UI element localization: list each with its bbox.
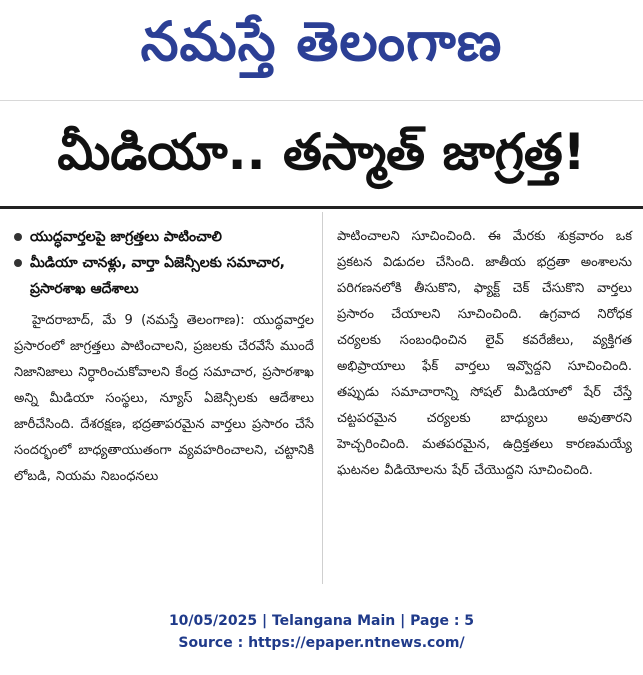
- article-body-right: పాటించాలని సూచించింది. ఈ మేరకు శుక్రవారం ఒక ప్రకటన విడుదల చేసింది. జాతీయ భద్రతా అంశాలను పరిగణనలోకి తీసుకొని, ఫ్యాక్ట్ చెక్ చేసుకొని వార్తలు ప్రసారం చేయాలని సూచించింది. ఉగ్రవాద నిరోధక చర్యలకు సంబంధించిన లైవ్ కవరేజీలు, వ్యక్తిగత అభిప్రాయాలు ఫేక్ వార్తలు ఇవ్వొద్దని సూచించింది. తప్పుడు సమాచారాన్ని సోషల్ మీడియాలో షేర్ చేస్తే చట్టపరమైన చర్యలకు బాధ్యులు అవుతారని హెచ్చరించింది. మతపరమైన, ఉద్రిక్తతలు కారణమయ్యే ఘటనల వీడియోలను షేర్ చేయొద్దని సూచించింది.: [337, 229, 632, 478]
- highlight-text: మీడియా చానళ్లు, వార్తా ఏజెన్సీలకు సమాచార, ప్రసారశాఖ ఆదేశాలు: [30, 255, 285, 297]
- bullet-icon: [14, 233, 22, 241]
- masthead-divider: [0, 100, 643, 101]
- headline-rule: [0, 206, 643, 209]
- highlight-item: [14, 224, 314, 250]
- masthead: [0, 0, 643, 90]
- source-link: Source : https://epaper.ntnews.com/: [178, 635, 465, 651]
- article-headline: మీడియా.. తస్మాత్ జాగ్రత్త!: [57, 123, 586, 181]
- highlight-item: [14, 250, 314, 302]
- highlight-text: యుద్ధవార్తలపై జాగ్రత్తలు పాటించాలి: [30, 229, 222, 245]
- newspaper-title: నమస్తే తెలంగాణ: [140, 10, 503, 73]
- page-footer: [0, 610, 643, 654]
- article-left-column: [14, 224, 314, 490]
- bullet-icon: [14, 259, 22, 267]
- article-right-column: [337, 224, 632, 484]
- highlights-list: [14, 224, 314, 302]
- article-body-left: హైదరాబాద్, మే 9 (నమస్తే తెలంగాణ): యుద్ధవార్తల ప్రసారంలో జాగ్రత్తలు పాటించాలని, ప్రజలకు చేరవేసే ముందే నిజానిజాలు నిర్ధారించుకోవాలని కేంద్ర సమాచార, ప్రసారశాఖ అన్ని మీడియా సంస్థలు, న్యూస్ ఏజెన్సీలకు ఆదేశాలు జారీచేసింది. దేశరక్షణ, భద్రతాపరమైన వార్తలు ప్రసారం చేసే సందర్భంలో బాధ్యతాయుతంగా వ్యవహరించాలని, చట్టానికి లోబడి, నియమ నిబంధనలు: [14, 313, 314, 484]
- column-divider: [322, 212, 323, 584]
- edition-info: 10/05/2025 | Telangana Main | Page : 5: [168, 613, 475, 629]
